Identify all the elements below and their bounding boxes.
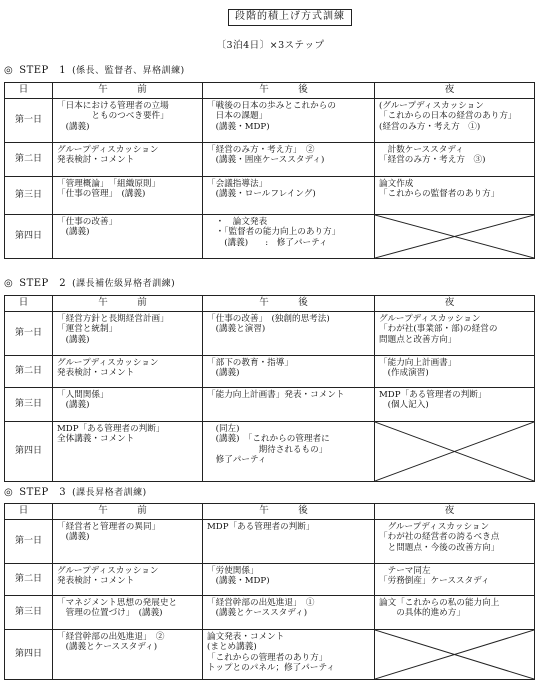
table-row — [5, 99, 535, 143]
table-row — [5, 143, 535, 177]
night-cell: 論文「これからの私の能力向上 の具体的進め方」 — [375, 596, 535, 630]
header-day: 日 — [5, 296, 53, 312]
header-night: 夜 — [375, 296, 535, 312]
step-description: (課長昇格者訓練) — [72, 488, 147, 498]
header-night: 夜 — [375, 504, 535, 520]
step-1-schedule-table — [4, 82, 535, 259]
night-cell: グループディスカッション 「わが社の経営者の誇るべき点 と問題点・今後の改善方向」 — [375, 520, 535, 564]
afternoon-cell: (同左) (講義) 「これからの管理者に 期待されるもの」 修了パーティ — [203, 422, 375, 482]
step-marker: ◎ — [4, 65, 14, 76]
table-row — [5, 177, 535, 215]
afternoon-cell: 「能力向上計画書」発表・コメント — [203, 388, 375, 422]
day-label: 第二日 — [5, 564, 53, 596]
afternoon-cell: ・ 論文発表 ・「監督者の能力向上のあり方」 (講義) : 修了パーティ — [203, 215, 375, 259]
table-row — [5, 520, 535, 564]
header-afternoon: 午 後 — [203, 296, 375, 312]
morning-cell: グループディスカッション 発表検討・コメント — [53, 143, 203, 177]
morning-cell: MDP「ある管理者の判断」 全体講義・コメント — [53, 422, 203, 482]
step-marker: ◎ — [4, 278, 14, 289]
header-day: 日 — [5, 504, 53, 520]
table-row — [5, 564, 535, 596]
night-cell: MDP「ある管理者の判断」 (個人記入) — [375, 388, 535, 422]
afternoon-cell: 「労使関係」 (講義・MDP) — [203, 564, 375, 596]
morning-cell: 「日本における管理者の立場 とものつべき要件」 (講義) — [53, 99, 203, 143]
step-name: STEP 1 — [19, 65, 67, 76]
day-label: 第一日 — [5, 312, 53, 356]
step-3-schedule-table — [4, 503, 535, 680]
night-cell: グループディスカッション 「わが社(事業部・部)の経営の 問題点と改善方向」 — [375, 312, 535, 356]
table-row — [5, 596, 535, 630]
morning-cell: 「管理概論」 「組織原則」 「仕事の管理」 (講義) — [53, 177, 203, 215]
day-label: 第一日 — [5, 99, 53, 143]
morning-cell: 「経営者と管理者の異同」 (講義) — [53, 520, 203, 564]
empty-cell-cross — [375, 630, 535, 680]
afternoon-cell: 論文発表・コメント (まとめ講義) 「これからの管理者のあり方」 トップとのパネル；修了パーティ — [203, 630, 375, 680]
day-label: 第三日 — [5, 596, 53, 630]
document-title: 段階的積上げ方式訓練 — [228, 9, 352, 26]
step-description: (課長補佐級昇格者訓練) — [72, 279, 176, 289]
table-row — [5, 630, 535, 680]
step-2-schedule-table — [4, 295, 535, 482]
morning-cell: 「経営方針と長期経営計画」 「運営と統制」 (講義) — [53, 312, 203, 356]
morning-cell: 「マネジメント思想の発展史と 管理の位置づけ」 (講義) — [53, 596, 203, 630]
header-afternoon: 午 後 — [203, 504, 375, 520]
table-row — [5, 422, 535, 482]
day-label: 第四日 — [5, 630, 53, 680]
afternoon-cell: 「部下の教育・指導」 (講義) — [203, 356, 375, 388]
night-cell: テーマ同左 「労務倒産」ケーススタディ — [375, 564, 535, 596]
morning-cell: グループディスカッション 発表検討・コメント — [53, 356, 203, 388]
step-marker: ◎ — [4, 487, 14, 498]
morning-cell: 「経営幹部の出処進退」 ② (講義とケーススタディ) — [53, 630, 203, 680]
empty-cell-cross — [375, 215, 535, 259]
day-label: 第一日 — [5, 520, 53, 564]
table-row — [5, 388, 535, 422]
day-label: 第三日 — [5, 388, 53, 422]
header-night: 夜 — [375, 83, 535, 99]
table-row — [5, 215, 535, 259]
night-cell: 論文作成 「これからの監督者のあり方」 — [375, 177, 535, 215]
night-cell: (グループディスカッション 「これからの日本の経営のあり方」 (経営のみ方・考え方 ①) — [375, 99, 535, 143]
morning-cell: 「仕事の改善」 (講義) — [53, 215, 203, 259]
empty-cell-cross — [375, 422, 535, 482]
step-description: (係長、監督者、昇格訓練) — [72, 66, 185, 76]
afternoon-cell: 「戦後の日本の歩みとこれからの 日本の課題」 (講義・MDP) — [203, 99, 375, 143]
morning-cell: 「人間関係」 (講義) — [53, 388, 203, 422]
day-label: 第三日 — [5, 177, 53, 215]
step-name: STEP 3 — [19, 487, 67, 498]
day-label: 第四日 — [5, 422, 53, 482]
afternoon-cell: 「仕事の改善」 (独創的思考法) (講義と演習) — [203, 312, 375, 356]
header-afternoon: 午 後 — [203, 83, 375, 99]
day-label: 第二日 — [5, 356, 53, 388]
header-day: 日 — [5, 83, 53, 99]
header-morning: 午 前 — [53, 504, 203, 520]
night-cell: 「能力向上計画書」 (作成演習) — [375, 356, 535, 388]
afternoon-cell: 「経営のみ方・考え方」 ② (講義・囲座ケーススタディ) — [203, 143, 375, 177]
afternoon-cell: 「経営幹部の出処進退」 ① (講義とケーススタディ) — [203, 596, 375, 630]
table-row — [5, 356, 535, 388]
afternoon-cell: MDP「ある管理者の判断」 — [203, 520, 375, 564]
afternoon-cell: 「会議指導法」 (講義・ロールフレイング) — [203, 177, 375, 215]
document-subtitle: 〔3泊4日〕×3ステップ — [216, 40, 325, 51]
morning-cell: グループディスカッション 発表検討・コメント — [53, 564, 203, 596]
step-3-heading — [4, 487, 147, 500]
step-name: STEP 2 — [19, 278, 67, 289]
day-label: 第四日 — [5, 215, 53, 259]
header-morning: 午 前 — [53, 296, 203, 312]
step-1-heading — [4, 65, 185, 78]
table-row — [5, 312, 535, 356]
night-cell: 計数ケーススタディ 「経営のみ方・考え方 ③) — [375, 143, 535, 177]
day-label: 第二日 — [5, 143, 53, 177]
step-2-heading — [4, 278, 175, 291]
header-morning: 午 前 — [53, 83, 203, 99]
